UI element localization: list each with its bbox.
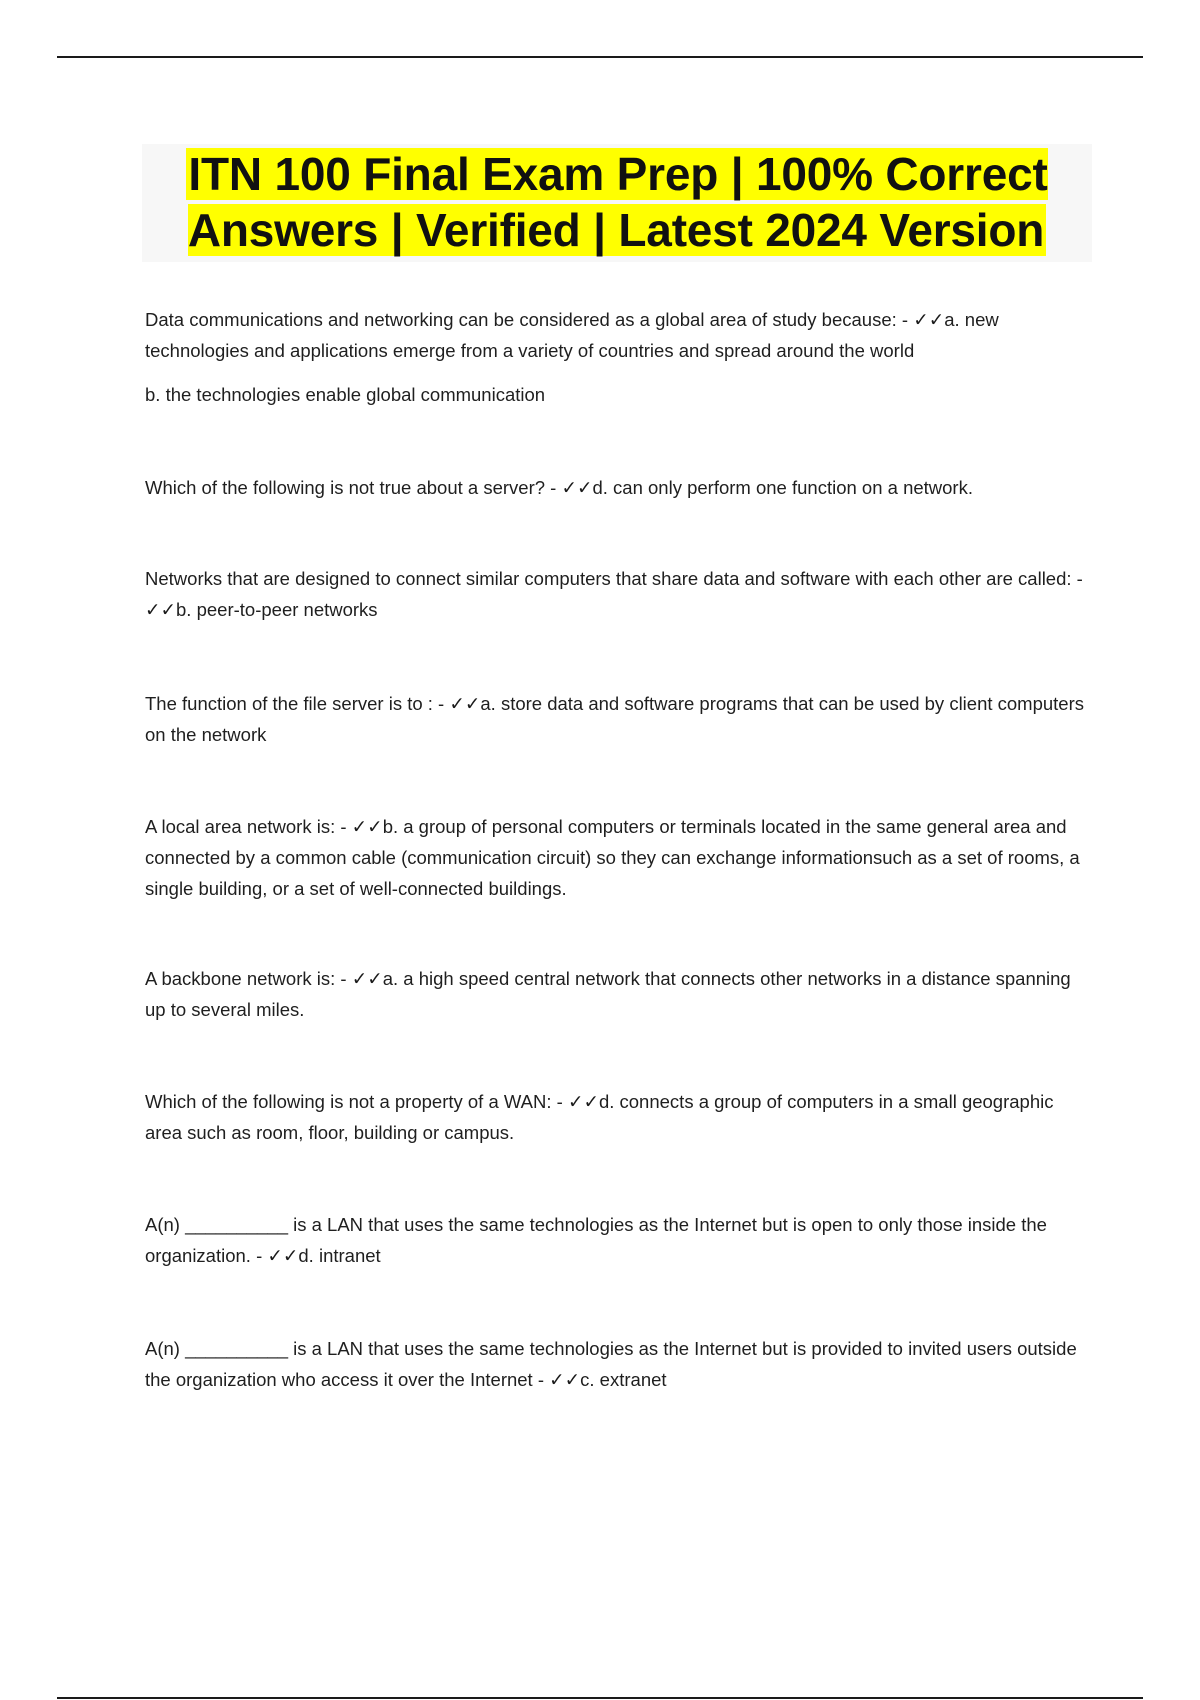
question-text: Networks that are designed to connect similar computers that share data and software with each other are called: - [145, 568, 1083, 589]
qa-item-1 [145, 304, 1090, 366]
question-text: A backbone network is: - [145, 968, 352, 989]
answer-text: a. store data and software programs that can be used by client computers on the network [145, 693, 1085, 745]
qa-item-2 [145, 379, 1090, 410]
title-block [142, 144, 1092, 262]
checkmark-icon: ✓✓ [267, 1245, 299, 1266]
answer-text: d. can only perform one function on a network. [592, 477, 973, 498]
answer-text: b. peer-to-peer networks [176, 599, 378, 620]
qa-item-10 [145, 1333, 1090, 1395]
qa-item-9 [145, 1209, 1090, 1271]
checkmark-icon: ✓✓ [145, 599, 177, 620]
bottom-rule [57, 1697, 1143, 1699]
answer-text: d. intranet [298, 1245, 381, 1266]
qa-item-6 [145, 811, 1090, 904]
answer-text: a. a high speed central network that connects other networks in a distance spanning up to several miles. [145, 968, 1071, 1020]
top-rule [57, 56, 1143, 58]
document-title: ITN 100 Final Exam Prep | 100% Correct Answers | Verified | Latest 2024 Version [187, 148, 1048, 256]
checkmark-icon: ✓✓ [913, 309, 945, 330]
checkmark-icon: ✓✓ [351, 816, 383, 837]
qa-item-5 [145, 688, 1090, 750]
checkmark-icon: ✓✓ [449, 693, 481, 714]
qa-item-4 [145, 563, 1090, 625]
answer-text: a. new technologies and applications emerge from a variety of countries and spread around the world [145, 309, 999, 361]
checkmark-icon: ✓✓ [561, 477, 593, 498]
answer-text: b. a group of personal computers or terminals located in the same general area and connected by a common cable (communication circuit) so they can exchange informationsuch as a set of rooms, a single building, or a set of well-connected buildings. [145, 816, 1080, 899]
qa-item-8 [145, 1086, 1090, 1148]
question-text: The function of the file server is to : - [145, 693, 450, 714]
question-text: Data communications and networking can be considered as a global area of study because: - [145, 309, 914, 330]
checkmark-icon: ✓✓ [549, 1369, 581, 1390]
qa-item-3 [145, 472, 1090, 503]
qa-item-7 [145, 963, 1090, 1025]
answer-text: c. extranet [580, 1369, 667, 1390]
checkmark-icon: ✓✓ [567, 1091, 599, 1112]
answer-text: b. the technologies enable global communication [145, 384, 546, 405]
question-text: A(n) __________ is a LAN that uses the same technologies as the Internet but is open to only those inside the organization. - [145, 1214, 1047, 1266]
question-text: Which of the following is not true about a server? - [145, 477, 562, 498]
question-text: Which of the following is not a property of a WAN: - [145, 1091, 568, 1112]
question-text: A(n) __________ is a LAN that uses the same technologies as the Internet but is provided to invited users outside the organization who access it over the Internet - [145, 1338, 1077, 1390]
checkmark-icon: ✓✓ [351, 968, 383, 989]
answer-text: d. connects a group of computers in a small geographic area such as room, floor, building or campus. [145, 1091, 1054, 1143]
question-text: A local area network is: - [145, 816, 352, 837]
